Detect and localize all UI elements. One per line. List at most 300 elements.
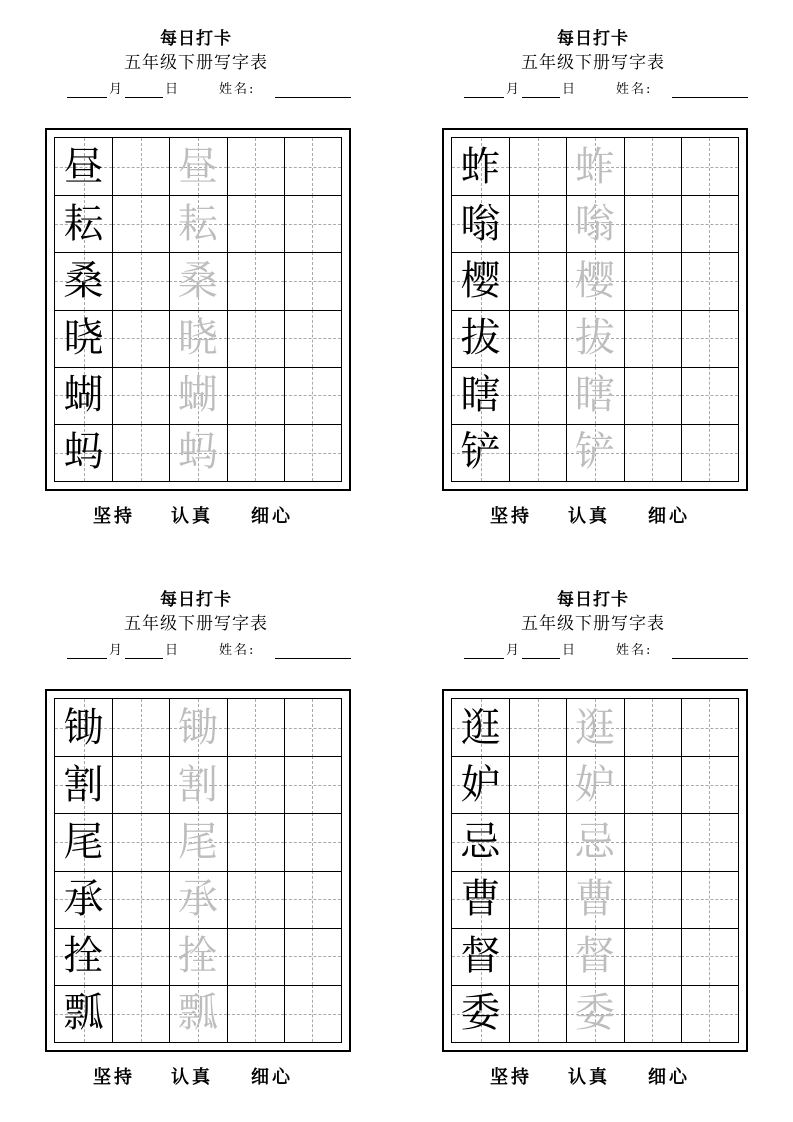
grid-row [55,756,341,814]
practice-cell[interactable] [624,928,681,986]
guide-line-horizontal [284,728,341,729]
practice-cell[interactable] [452,985,509,1043]
grid-row-line [452,195,738,196]
guide-line-horizontal [227,395,284,396]
practice-cell[interactable] [566,985,623,1043]
guide-line-horizontal [624,785,681,786]
model-character: 桑 [63,257,104,304]
practice-cell[interactable] [169,756,226,814]
guide-line-horizontal [227,956,284,957]
practice-cell[interactable] [284,252,341,310]
guide-line-horizontal [681,224,738,225]
day-label: 日 [562,82,576,97]
guide-line-horizontal [284,167,341,168]
guide-line-horizontal [227,728,284,729]
guide-line-horizontal [112,224,169,225]
practice-cell[interactable] [624,756,681,814]
practice-cell[interactable] [112,985,169,1043]
practice-cell[interactable] [509,928,566,986]
practice-cell[interactable] [681,871,738,929]
sheet-title: 每日打卡 [557,29,629,49]
guide-line-horizontal [509,395,566,396]
trace-character: 委 [574,990,615,1037]
grid-row [452,138,738,196]
grid-row-line [55,928,341,929]
practice-cell[interactable] [452,813,509,871]
practice-cell[interactable] [624,424,681,482]
model-character: 晓 [63,315,104,361]
practice-cell[interactable] [284,138,341,196]
guide-line-horizontal [624,338,681,339]
grid-row [55,699,341,757]
practice-cell[interactable] [169,699,226,757]
practice-cell[interactable] [566,871,623,929]
guide-line-horizontal [112,167,169,168]
model-character: 尾 [63,818,104,865]
practice-cell[interactable] [169,813,226,871]
practice-cell[interactable] [169,871,226,929]
grid-row [452,252,738,310]
practice-cell[interactable] [227,756,284,814]
practice-sheet [438,589,748,1088]
practice-cell[interactable] [112,928,169,986]
guide-line-horizontal [227,899,284,900]
grid-row [452,871,738,929]
practice-cell[interactable] [112,252,169,310]
trace-character: 耘 [177,200,218,247]
grid-row-line [452,310,738,311]
grid-row [55,813,341,871]
practice-cell[interactable] [55,367,112,425]
practice-cell[interactable] [55,138,112,196]
guide-line-horizontal [112,956,169,957]
practice-cell[interactable] [169,928,226,986]
practice-cell[interactable] [681,699,738,757]
practice-cell[interactable] [227,252,284,310]
practice-cell[interactable] [624,367,681,425]
practice-cell[interactable] [566,699,623,757]
grid-row-line [452,871,738,872]
practice-cell[interactable] [112,813,169,871]
practice-cell[interactable] [452,138,509,196]
practice-cell[interactable] [227,367,284,425]
grid-row [55,252,341,310]
grid-row-line [452,252,738,253]
practice-cell[interactable] [284,195,341,253]
sheet-title: 每日打卡 [160,590,232,610]
practice-cell[interactable] [509,367,566,425]
practice-cell[interactable] [284,985,341,1043]
practice-cell[interactable] [227,424,284,482]
month-label: 月 [506,82,520,97]
sheet-subtitle: 五年级下册写字表 [124,53,268,73]
guide-line-horizontal [112,1014,169,1015]
practice-cell[interactable] [624,813,681,871]
month-blank[interactable] [464,645,504,659]
grid-row [55,928,341,986]
sheet-title: 每日打卡 [160,29,232,49]
practice-cell[interactable] [624,871,681,929]
grid-row [55,195,341,253]
practice-cell[interactable] [566,138,623,196]
motto-careful: 认真 [171,1067,213,1088]
practice-cell[interactable] [681,195,738,253]
date-name-row [41,643,351,663]
trace-character: 拴 [177,933,218,980]
practice-cell[interactable] [112,310,169,368]
guide-line-horizontal [681,899,738,900]
guide-line-horizontal [112,453,169,454]
month-label: 月 [506,643,520,658]
guide-line-horizontal [624,1014,681,1015]
guide-line-horizontal [112,899,169,900]
month-blank[interactable] [67,84,107,98]
guide-line-horizontal [509,785,566,786]
practice-cell[interactable] [452,871,509,929]
practice-cell[interactable] [284,310,341,368]
practice-cell[interactable] [624,985,681,1043]
practice-cell[interactable] [509,813,566,871]
writing-grid [451,137,739,482]
grid-row [55,138,341,196]
guide-line-horizontal [681,167,738,168]
guide-line-horizontal [681,453,738,454]
guide-line-horizontal [624,956,681,957]
motto-meticulous: 细心 [251,1067,293,1088]
grid-row [452,756,738,814]
practice-cell[interactable] [566,367,623,425]
month-label: 月 [109,82,123,97]
grid-row-line [55,252,341,253]
trace-character: 承 [177,876,218,922]
practice-cell[interactable] [452,367,509,425]
model-character: 割 [63,761,104,808]
practice-cell[interactable] [55,756,112,814]
trace-character: 蚱 [574,143,615,190]
practice-cell[interactable] [284,424,341,482]
day-label: 日 [165,82,179,97]
grid-row [452,310,738,368]
guide-line-horizontal [624,167,681,168]
guide-line-horizontal [509,224,566,225]
grid-row-line [452,813,738,814]
guide-line-horizontal [227,1014,284,1015]
practice-cell[interactable] [566,424,623,482]
practice-cell[interactable] [624,195,681,253]
practice-cell[interactable] [55,813,112,871]
motto-meticulous: 细心 [648,1067,690,1088]
practice-cell[interactable] [284,367,341,425]
guide-line-horizontal [112,338,169,339]
trace-character: 逛 [574,704,615,751]
practice-cell[interactable] [452,424,509,482]
trace-character: 瞎 [574,372,615,419]
practice-cell[interactable] [169,367,226,425]
guide-line-horizontal [624,728,681,729]
practice-cell[interactable] [169,138,226,196]
practice-cell[interactable] [112,367,169,425]
writing-grid [54,137,342,482]
grid-row [452,985,738,1043]
practice-cell[interactable] [681,813,738,871]
day-blank[interactable] [125,645,163,659]
guide-line-horizontal [509,281,566,282]
practice-cell[interactable] [681,424,738,482]
guide-line-horizontal [227,842,284,843]
guide-line-horizontal [624,899,681,900]
practice-cell[interactable] [55,252,112,310]
practice-cell[interactable] [452,252,509,310]
month-blank[interactable] [464,84,504,98]
name-label: 姓名: [616,82,653,97]
practice-cell[interactable] [509,985,566,1043]
grid-row-line [452,367,738,368]
practice-cell[interactable] [112,195,169,253]
sheet-subtitle: 五年级下册写字表 [521,53,665,73]
model-character: 蚂 [63,429,104,476]
day-blank[interactable] [125,84,163,98]
practice-cell[interactable] [227,985,284,1043]
practice-cell[interactable] [452,310,509,368]
guide-line-horizontal [112,728,169,729]
practice-cell[interactable] [55,699,112,757]
model-character: 督 [460,933,501,980]
grid-row-line [452,985,738,986]
practice-cell[interactable] [509,252,566,310]
practice-cell[interactable] [566,928,623,986]
practice-cell[interactable] [169,195,226,253]
guide-line-horizontal [624,395,681,396]
motto-persist: 坚持 [93,506,135,527]
grid-row [452,424,738,482]
practice-cell[interactable] [227,928,284,986]
guide-line-horizontal [284,395,341,396]
trace-character: 樱 [574,257,615,304]
practice-cell[interactable] [55,195,112,253]
trace-character: 锄 [177,704,218,751]
date-name-row [438,82,748,102]
practice-cell[interactable] [566,195,623,253]
grid-row [452,928,738,986]
guide-line-horizontal [227,224,284,225]
writing-grid-frame [45,689,351,1052]
practice-cell[interactable] [112,424,169,482]
trace-character: 妒 [574,761,615,808]
practice-cell[interactable] [566,756,623,814]
practice-cell[interactable] [681,985,738,1043]
practice-cell[interactable] [112,138,169,196]
grid-row [452,699,738,757]
name-blank[interactable] [672,84,748,98]
writing-grid-frame [442,128,748,491]
practice-cell[interactable] [169,252,226,310]
model-character: 承 [63,876,104,922]
practice-cell[interactable] [227,138,284,196]
practice-cell[interactable] [227,310,284,368]
guide-line-horizontal [284,338,341,339]
day-blank[interactable] [522,645,560,659]
guide-line-horizontal [509,842,566,843]
model-character: 嗡 [460,200,501,247]
practice-cell[interactable] [169,424,226,482]
trace-character: 拔 [574,315,615,361]
practice-cell[interactable] [509,310,566,368]
practice-cell[interactable] [227,871,284,929]
guide-line-horizontal [227,453,284,454]
practice-cell[interactable] [624,699,681,757]
grid-row [55,985,341,1043]
day-blank[interactable] [522,84,560,98]
practice-cell[interactable] [624,252,681,310]
guide-line-horizontal [509,453,566,454]
practice-cell[interactable] [624,310,681,368]
guide-line-horizontal [227,785,284,786]
practice-cell[interactable] [169,985,226,1043]
grid-row [55,424,341,482]
guide-line-horizontal [112,785,169,786]
practice-cell[interactable] [284,813,341,871]
guide-line-horizontal [624,281,681,282]
practice-sheet [41,28,351,527]
model-character: 忌 [460,818,501,865]
practice-cell[interactable] [681,756,738,814]
model-character: 曹 [460,876,501,922]
practice-cell[interactable] [112,756,169,814]
trace-character: 桑 [177,257,218,304]
guide-line-horizontal [509,338,566,339]
practice-cell[interactable] [681,928,738,986]
grid-row [452,367,738,425]
name-blank[interactable] [275,84,351,98]
practice-cell[interactable] [624,138,681,196]
guide-line-horizontal [681,956,738,957]
trace-character: 割 [177,761,218,808]
grid-row-line [55,195,341,196]
practice-cell[interactable] [169,310,226,368]
trace-character: 忌 [574,818,615,865]
guide-line-horizontal [284,1014,341,1015]
grid-row-line [55,310,341,311]
grid-row [55,310,341,368]
practice-cell[interactable] [284,928,341,986]
practice-cell[interactable] [681,367,738,425]
practice-cell[interactable] [452,928,509,986]
practice-cell[interactable] [55,424,112,482]
practice-cell[interactable] [681,310,738,368]
model-character: 蚱 [460,143,501,190]
trace-character: 昼 [177,143,218,190]
sheet-subtitle: 五年级下册写字表 [124,614,268,634]
practice-cell[interactable] [509,756,566,814]
guide-line-horizontal [624,842,681,843]
model-character: 委 [460,990,501,1037]
practice-cell[interactable] [681,138,738,196]
practice-cell[interactable] [566,252,623,310]
trace-character: 曹 [574,876,615,922]
date-name-row [41,82,351,102]
day-label: 日 [165,643,179,658]
guide-line-horizontal [681,395,738,396]
motto-persist: 坚持 [490,1067,532,1088]
guide-line-horizontal [509,167,566,168]
practice-sheet [438,28,748,527]
trace-character: 瓢 [177,990,218,1037]
practice-cell[interactable] [284,756,341,814]
guide-line-horizontal [284,224,341,225]
practice-cell[interactable] [509,871,566,929]
practice-cell[interactable] [55,985,112,1043]
practice-cell[interactable] [284,699,341,757]
practice-cell[interactable] [112,871,169,929]
practice-cell[interactable] [227,195,284,253]
guide-line-horizontal [624,224,681,225]
grid-row [55,871,341,929]
practice-cell[interactable] [509,195,566,253]
practice-cell[interactable] [112,699,169,757]
guide-line-horizontal [227,281,284,282]
grid-row-line [55,871,341,872]
name-blank[interactable] [672,645,748,659]
practice-cell[interactable] [227,699,284,757]
trace-character: 蚂 [177,429,218,476]
sheet-subtitle: 五年级下册写字表 [521,614,665,634]
practice-cell[interactable] [509,424,566,482]
practice-cell[interactable] [452,756,509,814]
practice-cell[interactable] [55,928,112,986]
writing-grid-frame [442,689,748,1052]
month-blank[interactable] [67,645,107,659]
model-character: 妒 [460,761,501,808]
practice-cell[interactable] [284,871,341,929]
name-label: 姓名: [616,643,653,658]
practice-cell[interactable] [55,310,112,368]
practice-cell[interactable] [681,252,738,310]
guide-line-horizontal [284,281,341,282]
practice-cell[interactable] [452,195,509,253]
model-character: 拔 [460,315,501,361]
guide-line-horizontal [227,167,284,168]
practice-cell[interactable] [566,310,623,368]
guide-line-horizontal [681,785,738,786]
practice-cell[interactable] [55,871,112,929]
practice-cell[interactable] [566,813,623,871]
motto-careful: 认真 [568,1067,610,1088]
guide-line-horizontal [681,281,738,282]
guide-line-horizontal [624,453,681,454]
practice-cell[interactable] [509,699,566,757]
guide-line-horizontal [112,842,169,843]
writing-grid [451,698,739,1043]
trace-character: 嗡 [574,200,615,247]
grid-row-line [55,985,341,986]
practice-cell[interactable] [452,699,509,757]
trace-character: 尾 [177,818,218,865]
guide-line-horizontal [681,842,738,843]
practice-cell[interactable] [509,138,566,196]
grid-row [452,813,738,871]
motto-careful: 认真 [568,506,610,527]
practice-sheet [41,589,351,1088]
guide-line-horizontal [112,395,169,396]
guide-line-horizontal [509,899,566,900]
practice-cell[interactable] [227,813,284,871]
name-blank[interactable] [275,645,351,659]
writing-grid-frame [45,128,351,491]
date-name-row [438,643,748,663]
grid-row [55,367,341,425]
guide-line-horizontal [284,956,341,957]
guide-line-horizontal [681,728,738,729]
